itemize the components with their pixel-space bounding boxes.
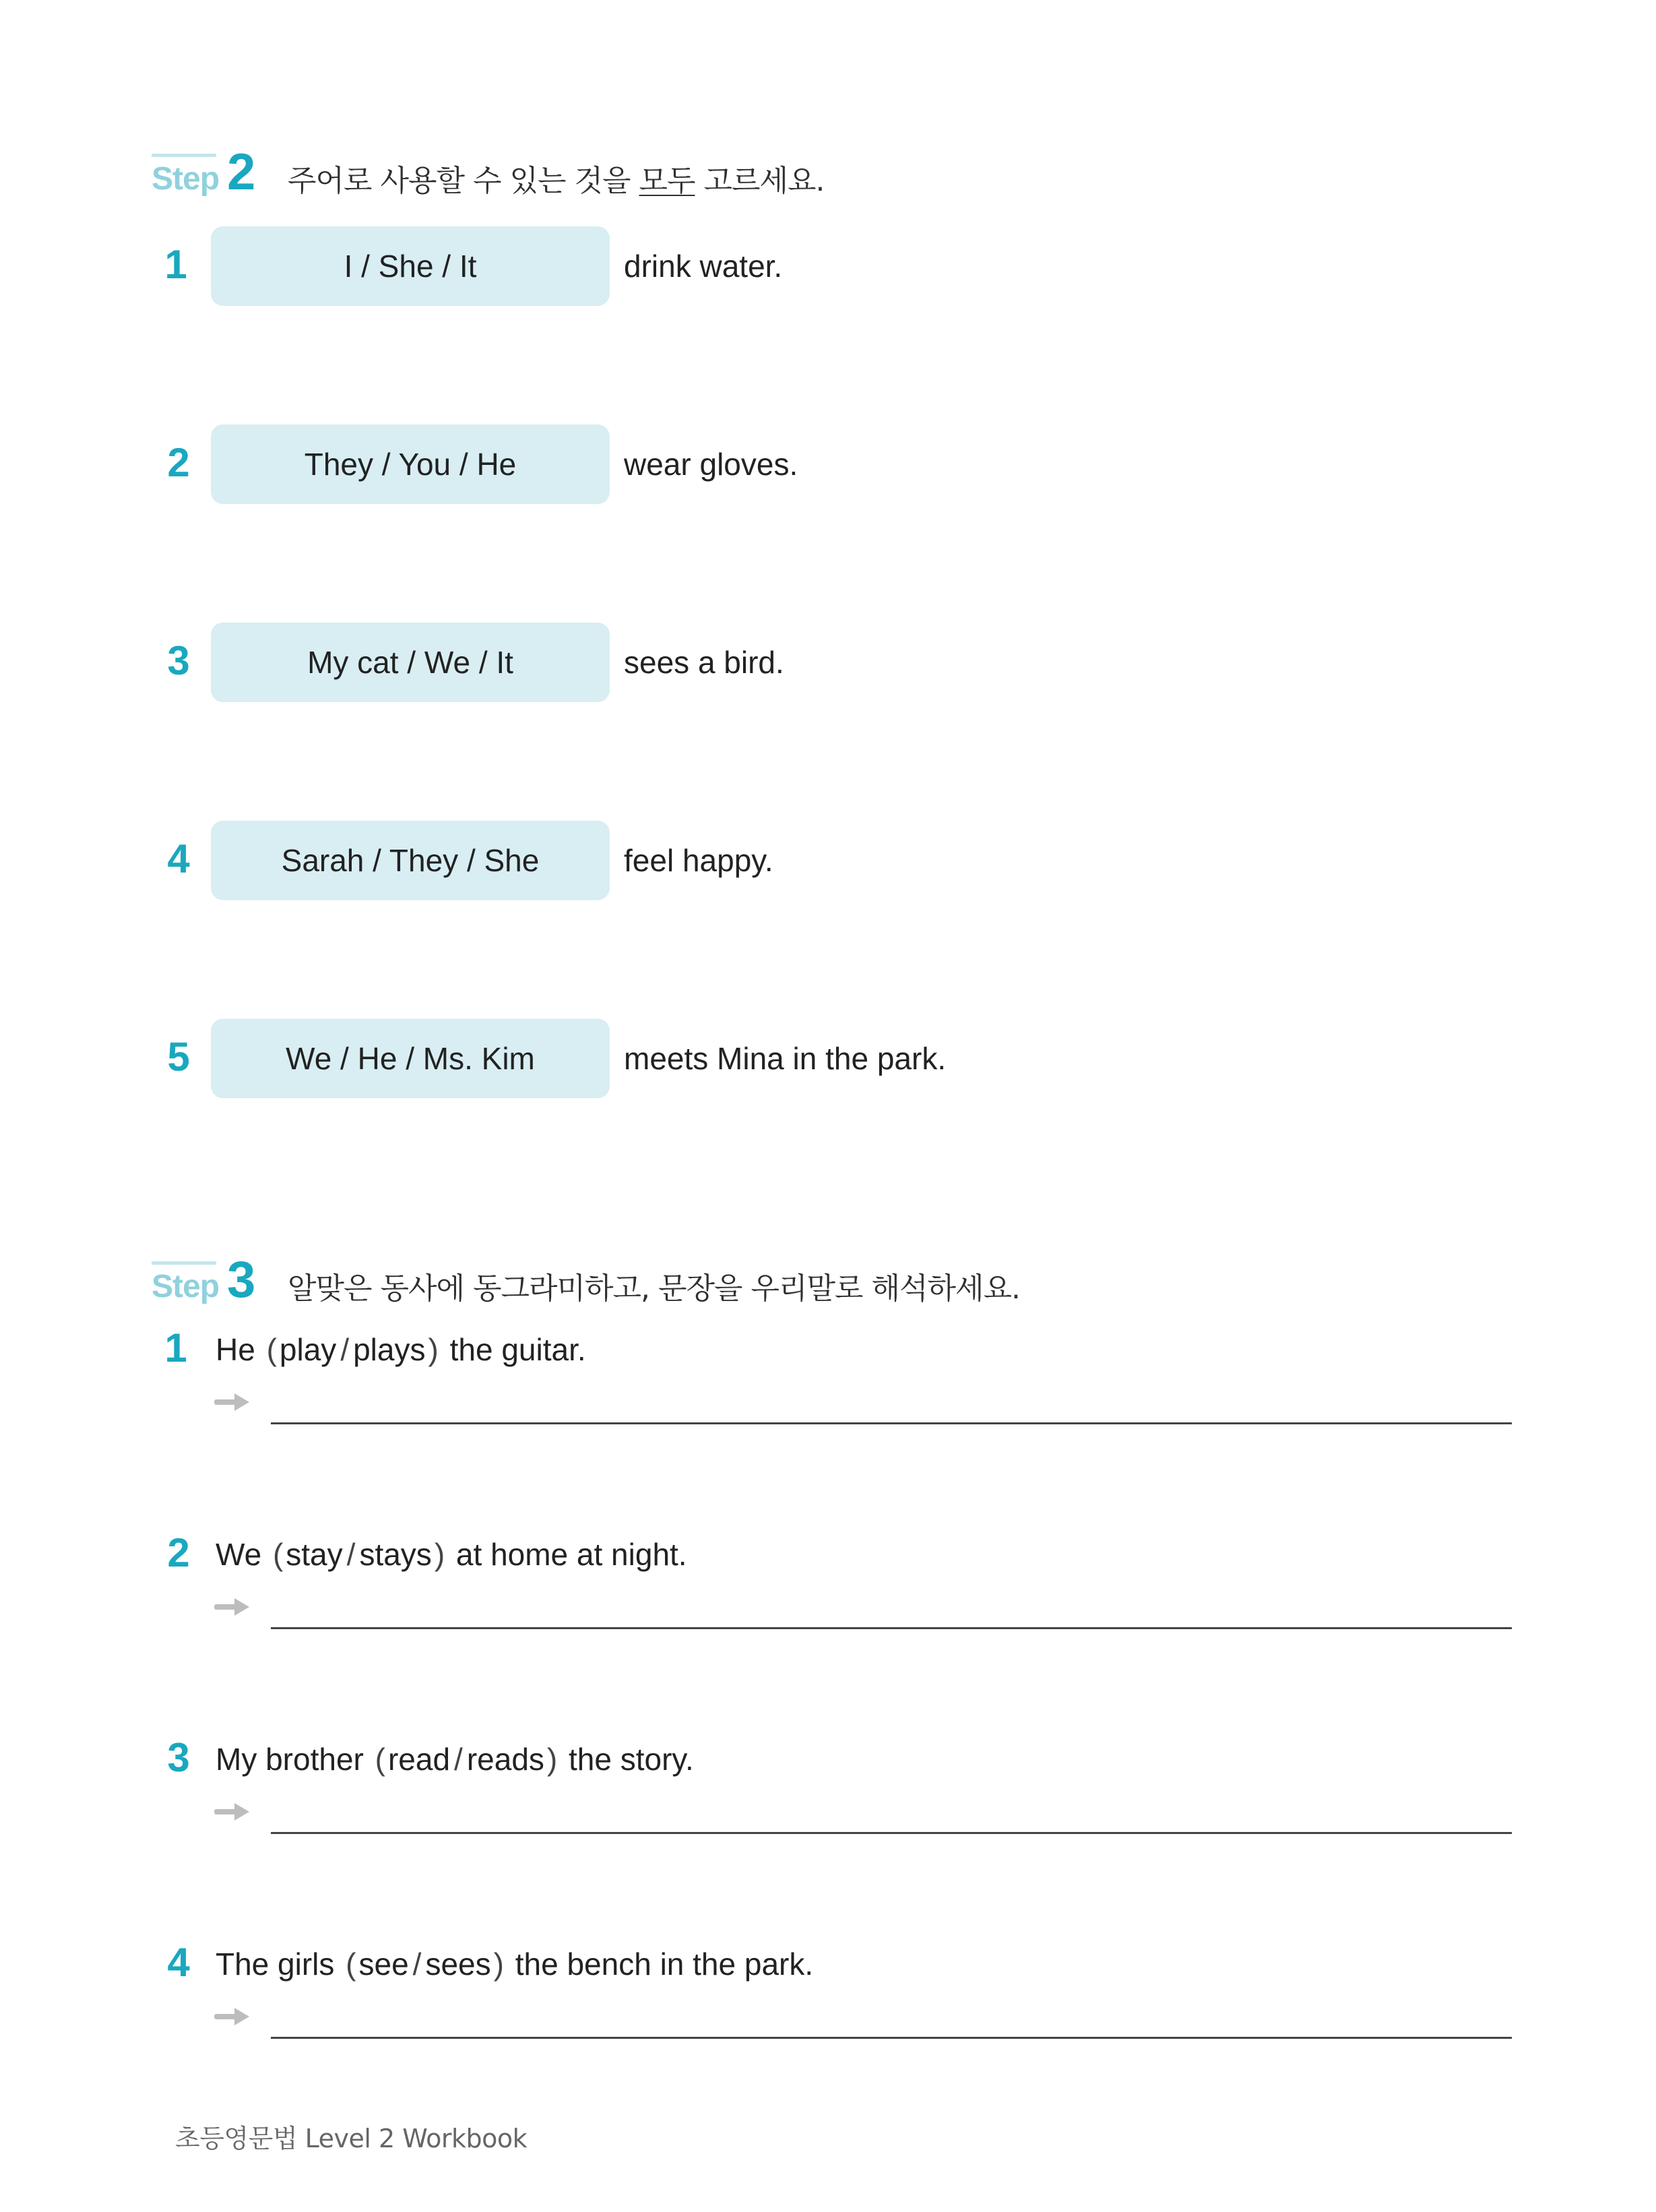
arrow-right-icon: [214, 1802, 251, 1822]
step3-sentence: He (play / plays) the guitar.: [216, 1332, 586, 1367]
step3-item-number: 4: [167, 1940, 190, 1985]
verb-option[interactable]: stay: [286, 1537, 343, 1572]
step3-number: 3: [227, 1251, 256, 1308]
verb-option[interactable]: stays: [359, 1537, 432, 1572]
verb-option[interactable]: play: [279, 1332, 337, 1367]
verb-option[interactable]: sees: [425, 1947, 491, 1982]
step2-instruction-emphasis: 모두: [639, 164, 695, 198]
step2-item-number: 3: [167, 638, 190, 683]
arrow-right-icon: [214, 1597, 251, 1617]
sentence-rest: sees a bird.: [624, 645, 784, 680]
answer-line[interactable]: [271, 1627, 1512, 1629]
verb-option[interactable]: reads: [466, 1742, 544, 1777]
choice-box[interactable]: My cat / We / It: [211, 623, 610, 702]
choice-box[interactable]: I / She / It: [211, 226, 610, 306]
step2-number: 2: [227, 144, 256, 201]
sentence-rest: drink water.: [624, 249, 783, 284]
choice-box[interactable]: We / He / Ms. Kim: [211, 1019, 610, 1098]
step3-sentence: My brother (read / reads) the story.: [216, 1742, 694, 1777]
choice-box[interactable]: Sarah / They / She: [211, 821, 610, 900]
step2-item-number: 2: [167, 440, 190, 485]
step3-item-number: 2: [167, 1530, 190, 1575]
step3-sentence: The girls (see / sees) the bench in the park.: [216, 1947, 814, 1982]
step3-instruction: 알맞은 동사에 동그라미하고, 문장을 우리말로 해석하세요.: [288, 1271, 1020, 1306]
step2-item-number: 4: [167, 836, 190, 881]
sentence-rest: feel happy.: [624, 843, 773, 878]
step3-sentence: We (stay / stays) at home at night.: [216, 1537, 687, 1572]
sentence-rest: meets Mina in the park.: [624, 1041, 947, 1076]
step3-item-number: 1: [164, 1325, 187, 1370]
answer-line[interactable]: [271, 2037, 1512, 2039]
answer-line[interactable]: [271, 1832, 1512, 1834]
arrow-right-icon: [214, 2006, 251, 2027]
step3-label: Step: [152, 1269, 220, 1304]
arrow-right-icon: [214, 1392, 251, 1412]
step2-item-number: 5: [167, 1034, 190, 1079]
verb-option[interactable]: read: [387, 1742, 451, 1777]
verb-option[interactable]: see: [358, 1947, 409, 1982]
step2-instruction: 주어로 사용할 수 있는 것을 모두 고르세요.: [288, 164, 825, 198]
step2-item-number: 1: [164, 242, 187, 287]
answer-line[interactable]: [271, 1422, 1512, 1424]
page-footer: 초등영문법 Level 2 Workbook: [175, 2124, 528, 2153]
sentence-rest: wear gloves.: [624, 447, 798, 482]
verb-option[interactable]: plays: [353, 1332, 426, 1367]
step2-label: Step: [152, 161, 220, 197]
choice-box[interactable]: They / You / He: [211, 424, 610, 504]
step3-item-number: 3: [167, 1735, 190, 1780]
